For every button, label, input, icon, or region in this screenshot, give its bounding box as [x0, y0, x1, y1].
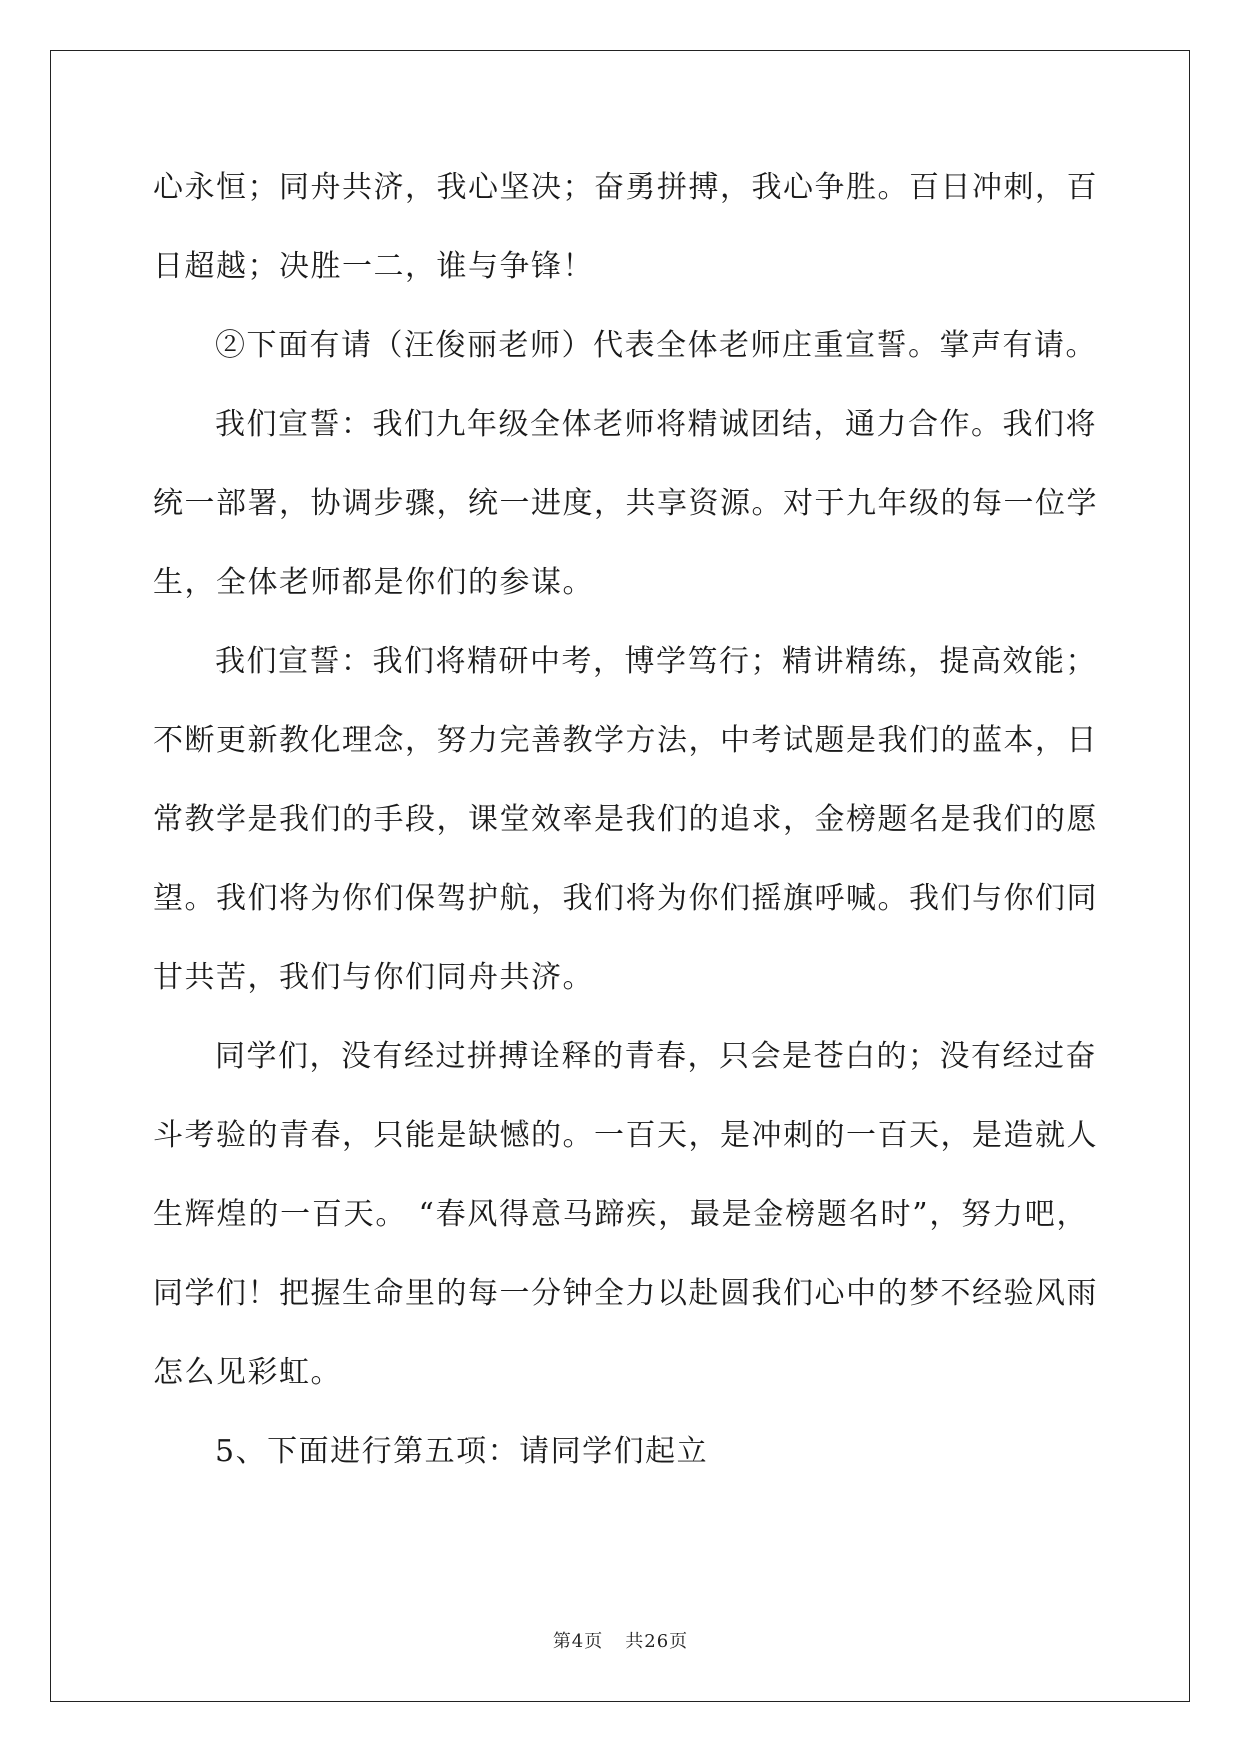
text-line: 统一部署，协调步骤，统一进度，共享资源。对于九年级的每一位学	[153, 486, 1098, 521]
text-line: 同学们，没有经过拼搏诠释的青春，只会是苍白的；没有经过奋	[215, 1039, 1097, 1074]
page-footer	[0, 1627, 1241, 1653]
text-line: 不断更新教化理念，努力完善教学方法，中考试题是我们的蓝本，日	[153, 723, 1098, 758]
text-line: 常教学是我们的手段，课堂效率是我们的追求，金榜题名是我们的愿	[153, 802, 1098, 837]
text-line: 斗考验的青春，只能是缺憾的。一百天，是冲刺的一百天，是造就人	[153, 1118, 1098, 1153]
text-line: ②下面有请（汪俊丽老师）代表全体老师庄重宣誓。掌声有请。	[215, 328, 1097, 363]
text-line: 怎么见彩虹。	[153, 1355, 342, 1390]
text-line: 我们宣誓：我们九年级全体老师将精诚团结，通力合作。我们将	[215, 407, 1097, 442]
document-body	[153, 168, 1098, 1511]
text-line: 日超越；决胜一二，谁与争锋！	[153, 249, 594, 284]
page-number: 第4页	[552, 1631, 604, 1652]
text-line: 生，全体老师都是你们的参谋。	[153, 565, 594, 600]
text-line: 望。我们将为你们保驾护航，我们将为你们摇旗呼喊。我们与你们同	[153, 881, 1098, 916]
text-line: 生辉煌的一百天。 “春风得意马蹄疾，最是金榜题名时”，努力吧，	[153, 1197, 1088, 1232]
text-line: 我们宣誓：我们将精研中考，博学笃行；精讲精练，提高效能；	[215, 644, 1097, 679]
text-line: 甘共苦，我们与你们同舟共济。	[153, 960, 594, 995]
page-total: 共26页	[625, 1631, 689, 1652]
text-line: 同学们！把握生命里的每一分钟全力以赴圆我们心中的梦不经验风雨	[153, 1276, 1098, 1311]
text-line: 心永恒；同舟共济，我心坚决；奋勇拼搏，我心争胜。百日冲刺，百	[153, 170, 1098, 205]
text-line: 5、下面进行第五项：请同学们起立	[215, 1434, 709, 1469]
